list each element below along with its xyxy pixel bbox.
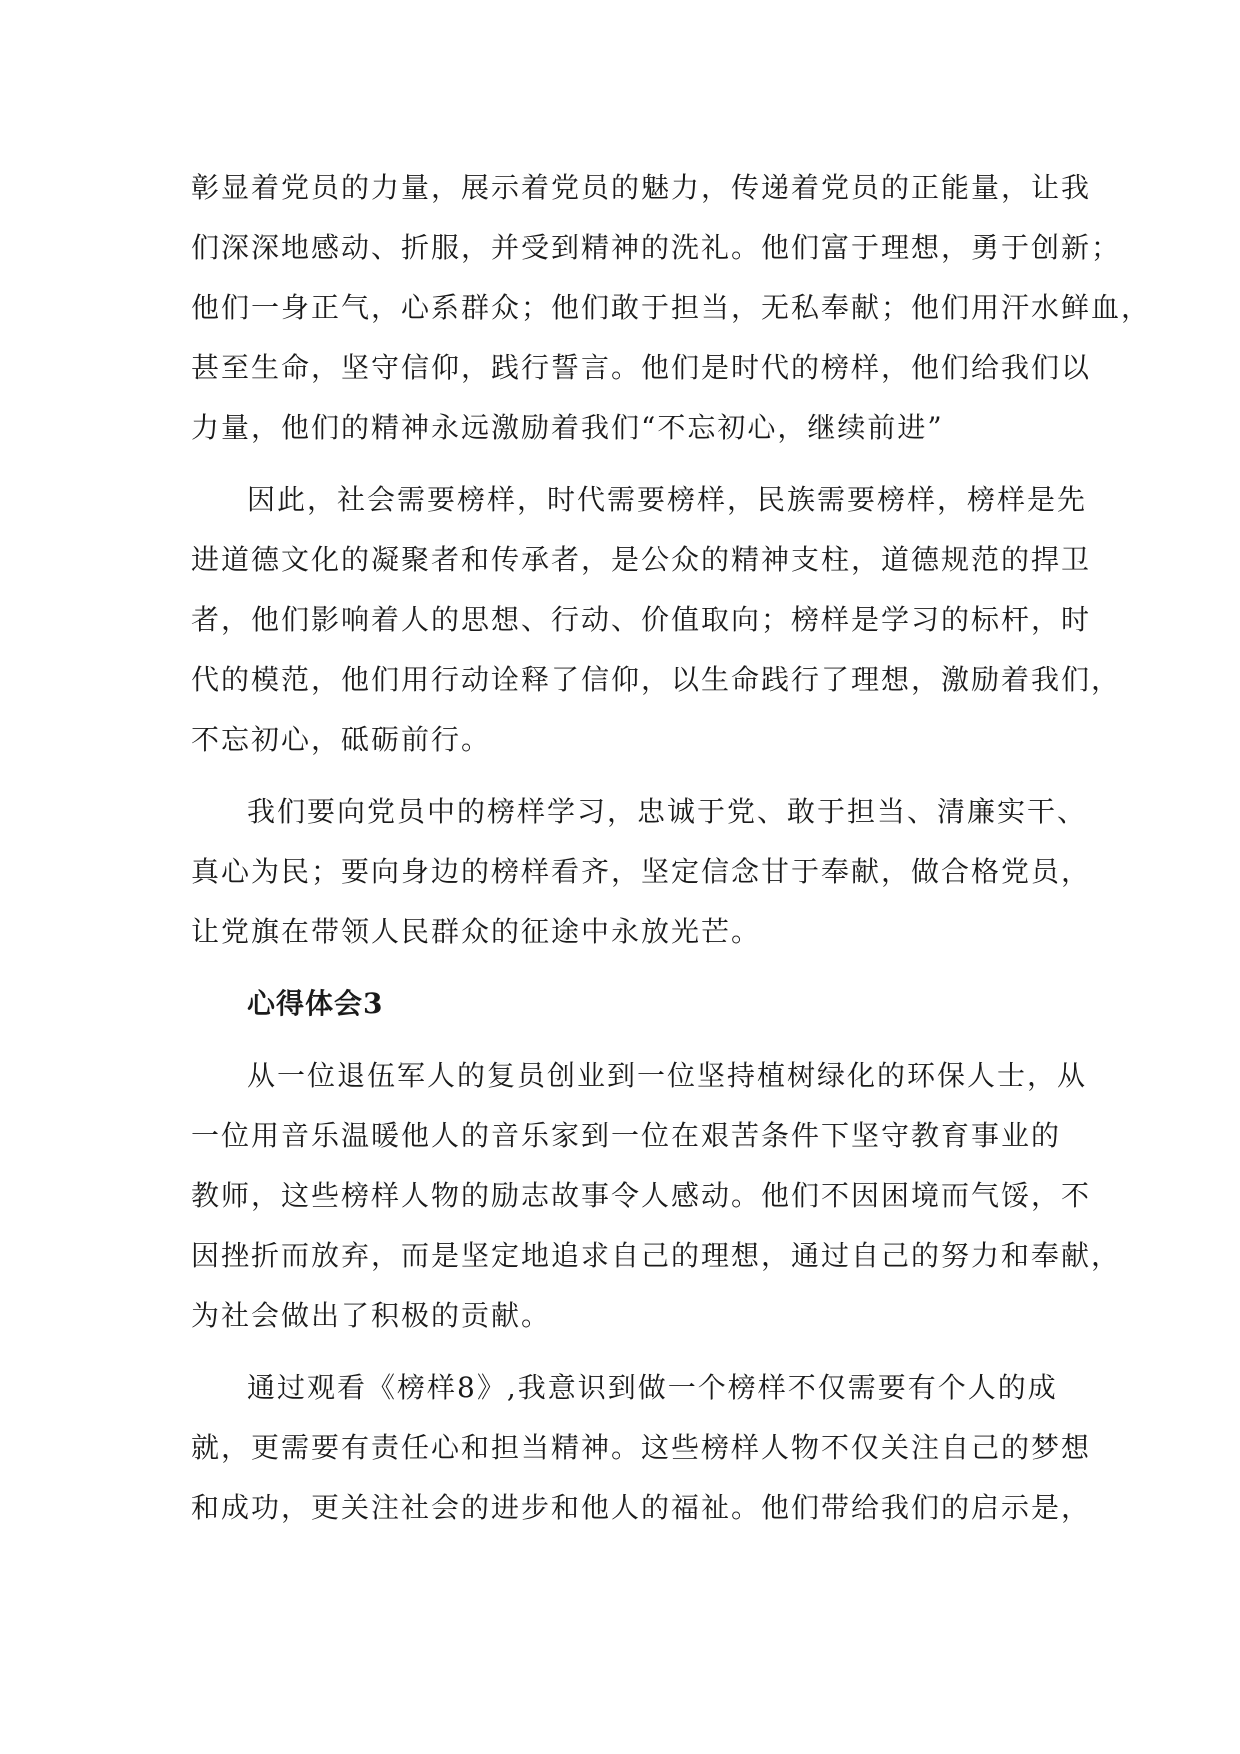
paragraph-2-line-4: 代的模范，他们用行动诠释了信仰，以生命践行了理想，激励着我们，	[191, 663, 1122, 696]
paragraph-1-line-4: 甚至生命，坚守信仰，践行誓言。他们是时代的榜样，他们给我们以	[191, 351, 1092, 384]
paragraph-2-line-5: 不忘初心，砥砺前行。	[191, 723, 492, 756]
paragraph-4-line-4: 因挫折而放弃，而是坚定地追求自己的理想，通过自己的努力和奉献，	[191, 1239, 1122, 1272]
paragraph-2-line-2: 进道德文化的凝聚者和传承者，是公众的精神支柱，道德规范的捍卫	[191, 543, 1092, 576]
paragraph-3-line-1: 我们要向党员中的榜样学习，忠诚于党、敢于担当、清廉实干、	[247, 795, 1088, 828]
paragraph-4-line-5: 为社会做出了积极的贡献。	[191, 1299, 552, 1332]
section-heading: 心得体会3	[247, 987, 384, 1020]
paragraph-4-line-2: 一位用音乐温暖他人的音乐家到一位在艰苦条件下坚守教育事业的	[191, 1119, 1062, 1152]
paragraph-1-line-5: 力量，他们的精神永远激励着我们“不忘初心，继续前进”	[191, 411, 944, 444]
paragraph-5-line-3: 和成功，更关注社会的进步和他人的福祉。他们带给我们的启示是，	[191, 1491, 1092, 1524]
paragraph-3-line-3: 让党旗在带领人民群众的征途中永放光芒。	[191, 915, 762, 948]
paragraph-1-line-2: 们深深地感动、折服，并受到精神的洗礼。他们富于理想，勇于创新；	[191, 231, 1122, 264]
paragraph-4-line-1: 从一位退伍军人的复员创业到一位坚持植树绿化的环保人士，从	[247, 1059, 1088, 1092]
paragraph-2-line-3: 者，他们影响着人的思想、行动、价值取向；榜样是学习的标杆，时	[191, 603, 1092, 636]
paragraph-1-line-1: 彰显着党员的力量，展示着党员的魅力，传递着党员的正能量，让我	[191, 171, 1092, 204]
paragraph-4-line-3: 教师，这些榜样人物的励志故事令人感动。他们不因困境而气馁，不	[191, 1179, 1092, 1212]
paragraph-2-line-1: 因此，社会需要榜样，时代需要榜样，民族需要榜样，榜样是先	[247, 483, 1088, 516]
paragraph-3-line-2: 真心为民；要向身边的榜样看齐，坚定信念甘于奉献，做合格党员，	[191, 855, 1092, 888]
paragraph-1-line-3: 他们一身正气，心系群众；他们敢于担当，无私奉献；他们用汗水鲜血，	[191, 291, 1152, 324]
paragraph-5-line-1: 通过观看《榜样8》,我意识到做一个榜样不仅需要有个人的成	[247, 1371, 1058, 1404]
paragraph-5-line-2: 就，更需要有责任心和担当精神。这些榜样人物不仅关注自己的梦想	[191, 1431, 1092, 1464]
